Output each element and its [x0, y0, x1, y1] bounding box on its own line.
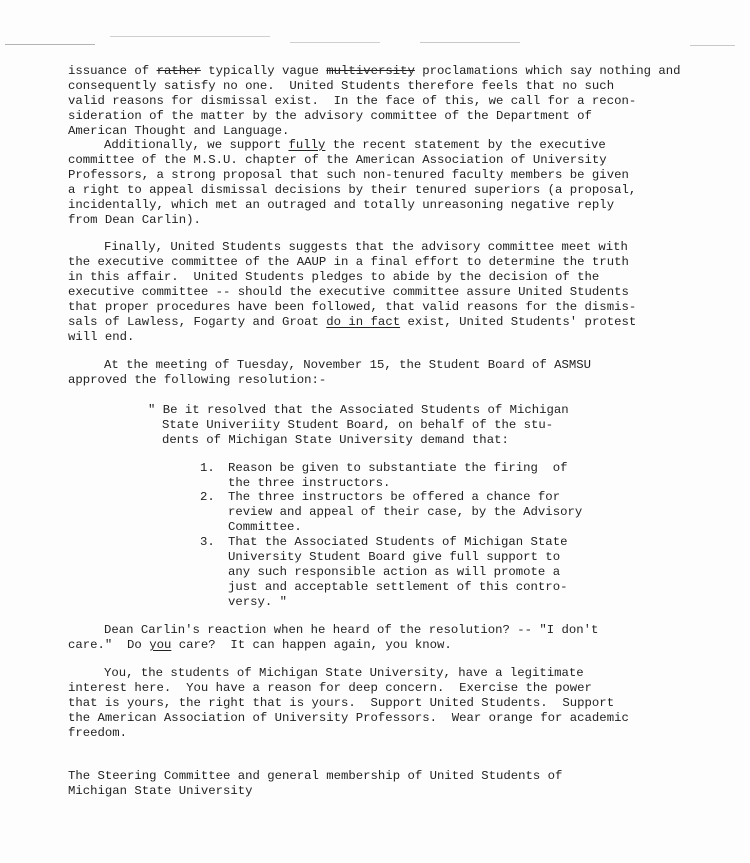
- paragraph-2-line-6: from Dean Carlin).: [68, 213, 201, 227]
- item-2-line-1: The three instructors be offered a chance for: [228, 490, 561, 504]
- item-3-line-4: just and acceptable settlement of this contro-: [228, 580, 568, 594]
- text-run: the recent statement by the executive: [325, 138, 606, 152]
- paragraph-6-line-3: that is yours, the right that is yours. Support United Students. Support: [68, 696, 615, 710]
- item-3-line-3: any such responsible action as will promote a: [228, 565, 561, 579]
- paragraph-3-line-1: Finally, United Students suggests that the advisory committee meet with: [104, 240, 628, 254]
- paragraph-2-line-5: incidentally, which met an outraged and totally unreasoning negative reply: [68, 198, 615, 212]
- paragraph-3-line-5: that proper procedures have been followed, that valid reasons for the dismis-: [68, 300, 637, 314]
- struck-word: multiversity: [326, 64, 415, 78]
- signature-line-1: The Steering Committee and general membership of United Students of: [68, 769, 563, 783]
- scan-artifact-line: [290, 42, 380, 43]
- signature-line-2: Michigan State University: [68, 784, 253, 798]
- paragraph-2-line-2: committee of the M.S.U. chapter of the American Association of University: [68, 153, 607, 167]
- item-2-line-2: review and appeal of their case, by the Advisory: [228, 505, 583, 519]
- resolution-line-1: " Be it resolved that the Associated Students of Michigan: [148, 403, 569, 417]
- item-3-line-5: versy. ": [228, 595, 288, 609]
- text-run: issuance of: [68, 64, 157, 78]
- struck-word: rather: [156, 64, 201, 78]
- paragraph-1-line-4: sideration of the matter by the advisory committee of the Department of: [68, 109, 592, 123]
- item-number: 1.: [200, 461, 215, 475]
- paragraph-5-line-1: Dean Carlin's reaction when he heard of the resolution? -- "I don't: [104, 623, 599, 637]
- paragraph-3-line-7: will end.: [68, 330, 135, 344]
- text-run: care? It can happen again, you know.: [171, 638, 452, 652]
- item-number: 2.: [200, 490, 215, 504]
- paragraph-3-line-3: in this affair. United Students pledges to abide by the decision of the: [68, 270, 600, 284]
- paragraph-3-line-2: the executive committee of the AAUP in a final effort to determine the truth: [68, 255, 629, 269]
- paragraph-1-line-1: [68, 64, 681, 79]
- paragraph-4-line-2: approved the following resolution:-: [68, 373, 327, 387]
- scan-artifact-line: [5, 44, 95, 45]
- item-1-line-2: the three instructors.: [228, 476, 391, 490]
- paragraph-2-line-3: Professors, a strong proposal that such non-tenured faculty members be given: [68, 168, 629, 182]
- item-3-line-1: That the Associated Students of Michigan State: [228, 535, 568, 549]
- text-run: Additionally, we support: [104, 138, 289, 152]
- paragraph-6-line-2: interest here. You have a reason for deep concern. Exercise the power: [68, 681, 592, 695]
- underlined-word: fully: [288, 138, 326, 152]
- paragraph-2-line-1: [104, 138, 606, 153]
- text-run: exist, United Students' protest: [400, 315, 637, 329]
- item-2-line-3: Committee.: [228, 520, 302, 534]
- paragraph-6-line-1: You, the students of Michigan State University, have a legitimate: [104, 666, 584, 680]
- text-run: typically vague: [200, 64, 327, 78]
- resolution-line-2: State Univeriity Student Board, on behalf of the stu-: [162, 418, 554, 432]
- item-3-line-2: University Student Board give full support to: [228, 550, 561, 564]
- paragraph-1-line-2: consequently satisfy no one. United Students therefore feels that no such: [68, 79, 615, 93]
- underlined-word: you: [149, 638, 172, 652]
- scan-artifact-line: [110, 36, 270, 37]
- underlined-phrase: do in fact: [326, 315, 401, 329]
- paragraph-1-line-5: American Thought and Language.: [68, 124, 290, 138]
- resolution-line-3: dents of Michigan State University demand that:: [162, 433, 509, 447]
- paragraph-6-line-5: freedom.: [68, 726, 128, 740]
- paragraph-3-line-4: executive committee -- should the executive committee assure United Students: [68, 285, 629, 299]
- paragraph-5-line-2: [68, 638, 452, 653]
- paragraph-2-line-4: a right to appeal dismissal decisions by their tenured superiors (a proposal,: [68, 183, 637, 197]
- scan-artifact-line: [420, 42, 520, 43]
- text-run: sals of Lawless, Fogarty and Groat: [68, 315, 327, 329]
- paragraph-1-line-3: valid reasons for dismissal exist. In the face of this, we call for a recon-: [68, 94, 637, 108]
- item-number: 3.: [200, 535, 215, 549]
- item-1-line-1: Reason be given to substantiate the firing of: [228, 461, 568, 475]
- scan-artifact-line: [690, 45, 735, 46]
- text-run: proclamations which say nothing and: [414, 64, 681, 78]
- paragraph-4-line-1: At the meeting of Tuesday, November 15, the Student Board of ASMSU: [104, 358, 592, 372]
- paragraph-3-line-6: [68, 315, 636, 330]
- paragraph-6-line-4: the American Association of University Professors. Wear orange for academic: [68, 711, 629, 725]
- text-run: care." Do: [68, 638, 150, 652]
